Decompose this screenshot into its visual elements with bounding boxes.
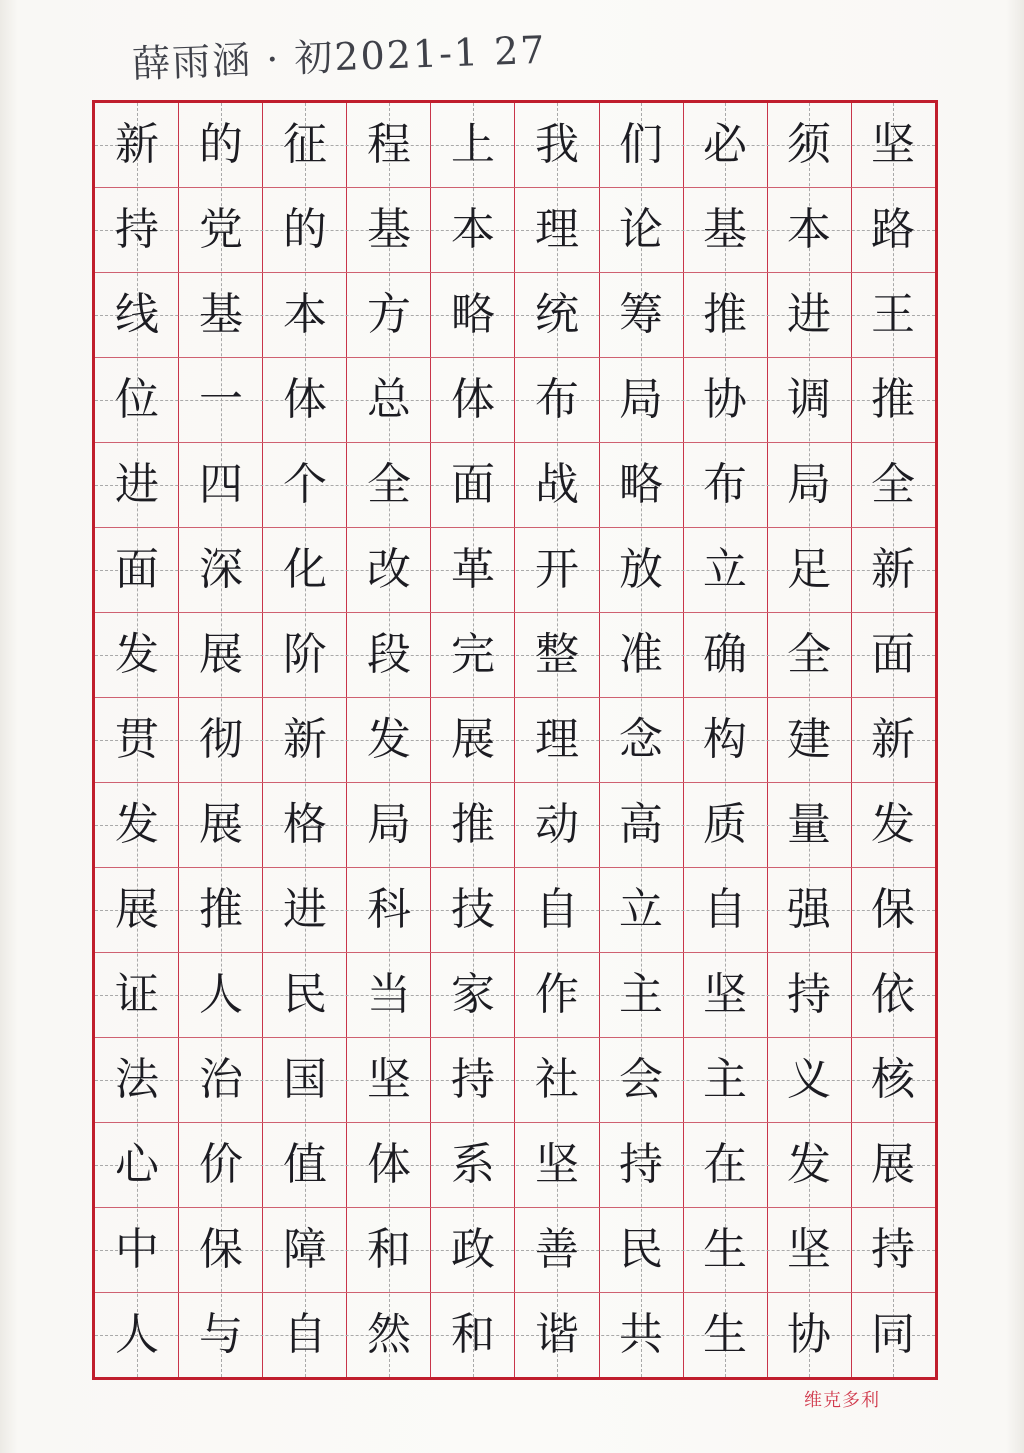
character-cell: 基 — [199, 289, 243, 341]
character-cell: 协 — [787, 1308, 831, 1360]
character-cell: 同 — [871, 1308, 915, 1360]
character-cell: 新 — [871, 714, 915, 766]
character-cell: 中 — [115, 1223, 159, 1275]
character-cell: 深 — [199, 544, 243, 596]
character-cell: 家 — [451, 968, 495, 1020]
character-cell: 国 — [283, 1053, 327, 1105]
character-cell: 略 — [451, 289, 495, 341]
character-cell: 和 — [367, 1223, 411, 1275]
character-cell: 局 — [787, 459, 831, 511]
character-cell: 持 — [115, 204, 159, 256]
character-cell: 和 — [451, 1308, 495, 1360]
character-cell: 保 — [199, 1223, 243, 1275]
character-cell: 推 — [451, 798, 495, 850]
character-cell: 协 — [703, 374, 747, 426]
character-cell: 生 — [703, 1308, 747, 1360]
text-column — [263, 103, 347, 1377]
character-cell: 持 — [619, 1138, 663, 1190]
character-cell: 面 — [115, 544, 159, 596]
character-cell: 强 — [787, 883, 831, 935]
character-cell: 主 — [619, 968, 663, 1020]
character-cell: 格 — [283, 798, 327, 850]
character-cell: 王 — [871, 289, 915, 341]
character-cell: 在 — [703, 1138, 747, 1190]
character-cell: 准 — [619, 629, 663, 681]
character-cell: 必 — [703, 119, 747, 171]
character-cell: 推 — [871, 374, 915, 426]
character-cell: 展 — [199, 629, 243, 681]
character-cell: 持 — [787, 968, 831, 1020]
character-cell: 阶 — [283, 629, 327, 681]
character-cell: 社 — [535, 1053, 579, 1105]
character-cell: 展 — [199, 798, 243, 850]
character-cell: 一 — [199, 374, 243, 426]
character-cell: 坚 — [703, 968, 747, 1020]
character-cell: 四 — [199, 459, 243, 511]
character-cell: 障 — [283, 1223, 327, 1275]
text-column — [851, 103, 935, 1377]
character-cell: 发 — [115, 629, 159, 681]
character-cell: 进 — [115, 459, 159, 511]
character-cell: 人 — [115, 1308, 159, 1360]
character-cell: 建 — [787, 714, 831, 766]
character-cell: 科 — [367, 883, 411, 935]
character-cell: 略 — [619, 459, 663, 511]
character-cell: 统 — [535, 289, 579, 341]
character-cell: 作 — [535, 968, 579, 1020]
character-cell: 须 — [787, 119, 831, 171]
character-cell: 念 — [619, 714, 663, 766]
text-column — [599, 103, 683, 1377]
character-cell: 改 — [367, 544, 411, 596]
character-cell: 进 — [283, 883, 327, 935]
character-cell: 路 — [871, 204, 915, 256]
character-cell: 自 — [283, 1308, 327, 1360]
character-cell: 发 — [367, 714, 411, 766]
brand-watermark: 维克多利 — [804, 1390, 880, 1411]
character-cell: 们 — [619, 119, 663, 171]
character-cell: 上 — [451, 119, 495, 171]
character-cell: 政 — [451, 1223, 495, 1275]
character-cell: 本 — [787, 204, 831, 256]
character-cell: 然 — [367, 1308, 411, 1360]
character-cell: 理 — [535, 714, 579, 766]
character-cell: 质 — [703, 798, 747, 850]
character-cell: 生 — [703, 1223, 747, 1275]
character-cell: 位 — [115, 374, 159, 426]
character-cell: 新 — [283, 714, 327, 766]
character-cell: 值 — [283, 1138, 327, 1190]
character-cell: 局 — [367, 798, 411, 850]
character-cell: 本 — [451, 204, 495, 256]
character-cell: 全 — [787, 629, 831, 681]
character-cell: 民 — [283, 968, 327, 1020]
character-cell: 面 — [871, 629, 915, 681]
character-cell: 核 — [871, 1053, 915, 1105]
character-cell: 调 — [787, 374, 831, 426]
character-cell: 程 — [367, 119, 411, 171]
character-cell: 坚 — [871, 119, 915, 171]
character-cell: 推 — [199, 883, 243, 935]
character-cell: 坚 — [535, 1138, 579, 1190]
character-cell: 人 — [199, 968, 243, 1020]
character-cell: 贯 — [115, 714, 159, 766]
character-cell: 展 — [871, 1138, 915, 1190]
character-cell: 新 — [115, 119, 159, 171]
character-cell: 筹 — [619, 289, 663, 341]
character-cell: 彻 — [199, 714, 243, 766]
character-cell: 谐 — [535, 1308, 579, 1360]
character-cell: 论 — [619, 204, 663, 256]
text-column — [683, 103, 767, 1377]
character-cell: 党 — [199, 204, 243, 256]
character-cell: 发 — [871, 798, 915, 850]
character-cell: 化 — [283, 544, 327, 596]
character-cell: 革 — [451, 544, 495, 596]
character-cell: 依 — [871, 968, 915, 1020]
character-cell: 量 — [787, 798, 831, 850]
character-cell: 全 — [367, 459, 411, 511]
character-cell: 立 — [619, 883, 663, 935]
character-cell: 价 — [199, 1138, 243, 1190]
character-columns — [95, 103, 935, 1377]
character-cell: 展 — [451, 714, 495, 766]
character-cell: 个 — [283, 459, 327, 511]
character-cell: 体 — [283, 374, 327, 426]
character-cell: 的 — [199, 119, 243, 171]
character-cell: 放 — [619, 544, 663, 596]
character-cell: 民 — [619, 1223, 663, 1275]
character-cell: 自 — [703, 883, 747, 935]
character-cell: 自 — [535, 883, 579, 935]
character-cell: 共 — [619, 1308, 663, 1360]
text-column — [431, 103, 515, 1377]
character-cell: 证 — [115, 968, 159, 1020]
character-cell: 法 — [115, 1053, 159, 1105]
character-cell: 局 — [619, 374, 663, 426]
character-cell: 会 — [619, 1053, 663, 1105]
character-cell: 方 — [367, 289, 411, 341]
character-cell: 技 — [451, 883, 495, 935]
character-cell: 发 — [115, 798, 159, 850]
character-cell: 布 — [703, 459, 747, 511]
character-cell: 治 — [199, 1053, 243, 1105]
character-cell: 体 — [367, 1138, 411, 1190]
character-cell: 本 — [283, 289, 327, 341]
character-cell: 当 — [367, 968, 411, 1020]
character-cell: 我 — [535, 119, 579, 171]
character-cell: 全 — [871, 459, 915, 511]
character-cell: 高 — [619, 798, 663, 850]
character-cell: 义 — [787, 1053, 831, 1105]
character-cell: 新 — [871, 544, 915, 596]
text-column — [95, 103, 179, 1377]
character-cell: 坚 — [367, 1053, 411, 1105]
text-column — [179, 103, 263, 1377]
character-cell: 确 — [703, 629, 747, 681]
character-cell: 持 — [871, 1223, 915, 1275]
character-cell: 保 — [871, 883, 915, 935]
character-cell: 坚 — [787, 1223, 831, 1275]
character-cell: 基 — [703, 204, 747, 256]
character-cell: 线 — [115, 289, 159, 341]
character-cell: 完 — [451, 629, 495, 681]
character-cell: 理 — [535, 204, 579, 256]
character-cell: 战 — [535, 459, 579, 511]
character-cell: 段 — [367, 629, 411, 681]
character-cell: 基 — [367, 204, 411, 256]
text-column — [767, 103, 851, 1377]
character-cell: 与 — [199, 1308, 243, 1360]
character-cell: 系 — [451, 1138, 495, 1190]
character-cell: 面 — [451, 459, 495, 511]
character-cell: 整 — [535, 629, 579, 681]
character-cell: 布 — [535, 374, 579, 426]
character-cell: 主 — [703, 1053, 747, 1105]
character-cell: 动 — [535, 798, 579, 850]
character-cell: 推 — [703, 289, 747, 341]
character-cell: 展 — [115, 883, 159, 935]
character-cell: 足 — [787, 544, 831, 596]
handwritten-header: 薛雨涵 · 初2021-1 27 — [131, 27, 548, 87]
character-cell: 体 — [451, 374, 495, 426]
character-cell: 发 — [787, 1138, 831, 1190]
character-cell: 进 — [787, 289, 831, 341]
character-cell: 开 — [535, 544, 579, 596]
character-cell: 总 — [367, 374, 411, 426]
character-cell: 善 — [535, 1223, 579, 1275]
character-cell: 构 — [703, 714, 747, 766]
calligraphy-grid — [92, 100, 938, 1380]
text-column — [347, 103, 431, 1377]
character-cell: 征 — [283, 119, 327, 171]
character-cell: 心 — [115, 1138, 159, 1190]
character-cell: 的 — [283, 204, 327, 256]
character-cell: 持 — [451, 1053, 495, 1105]
character-cell: 立 — [703, 544, 747, 596]
text-column — [515, 103, 599, 1377]
